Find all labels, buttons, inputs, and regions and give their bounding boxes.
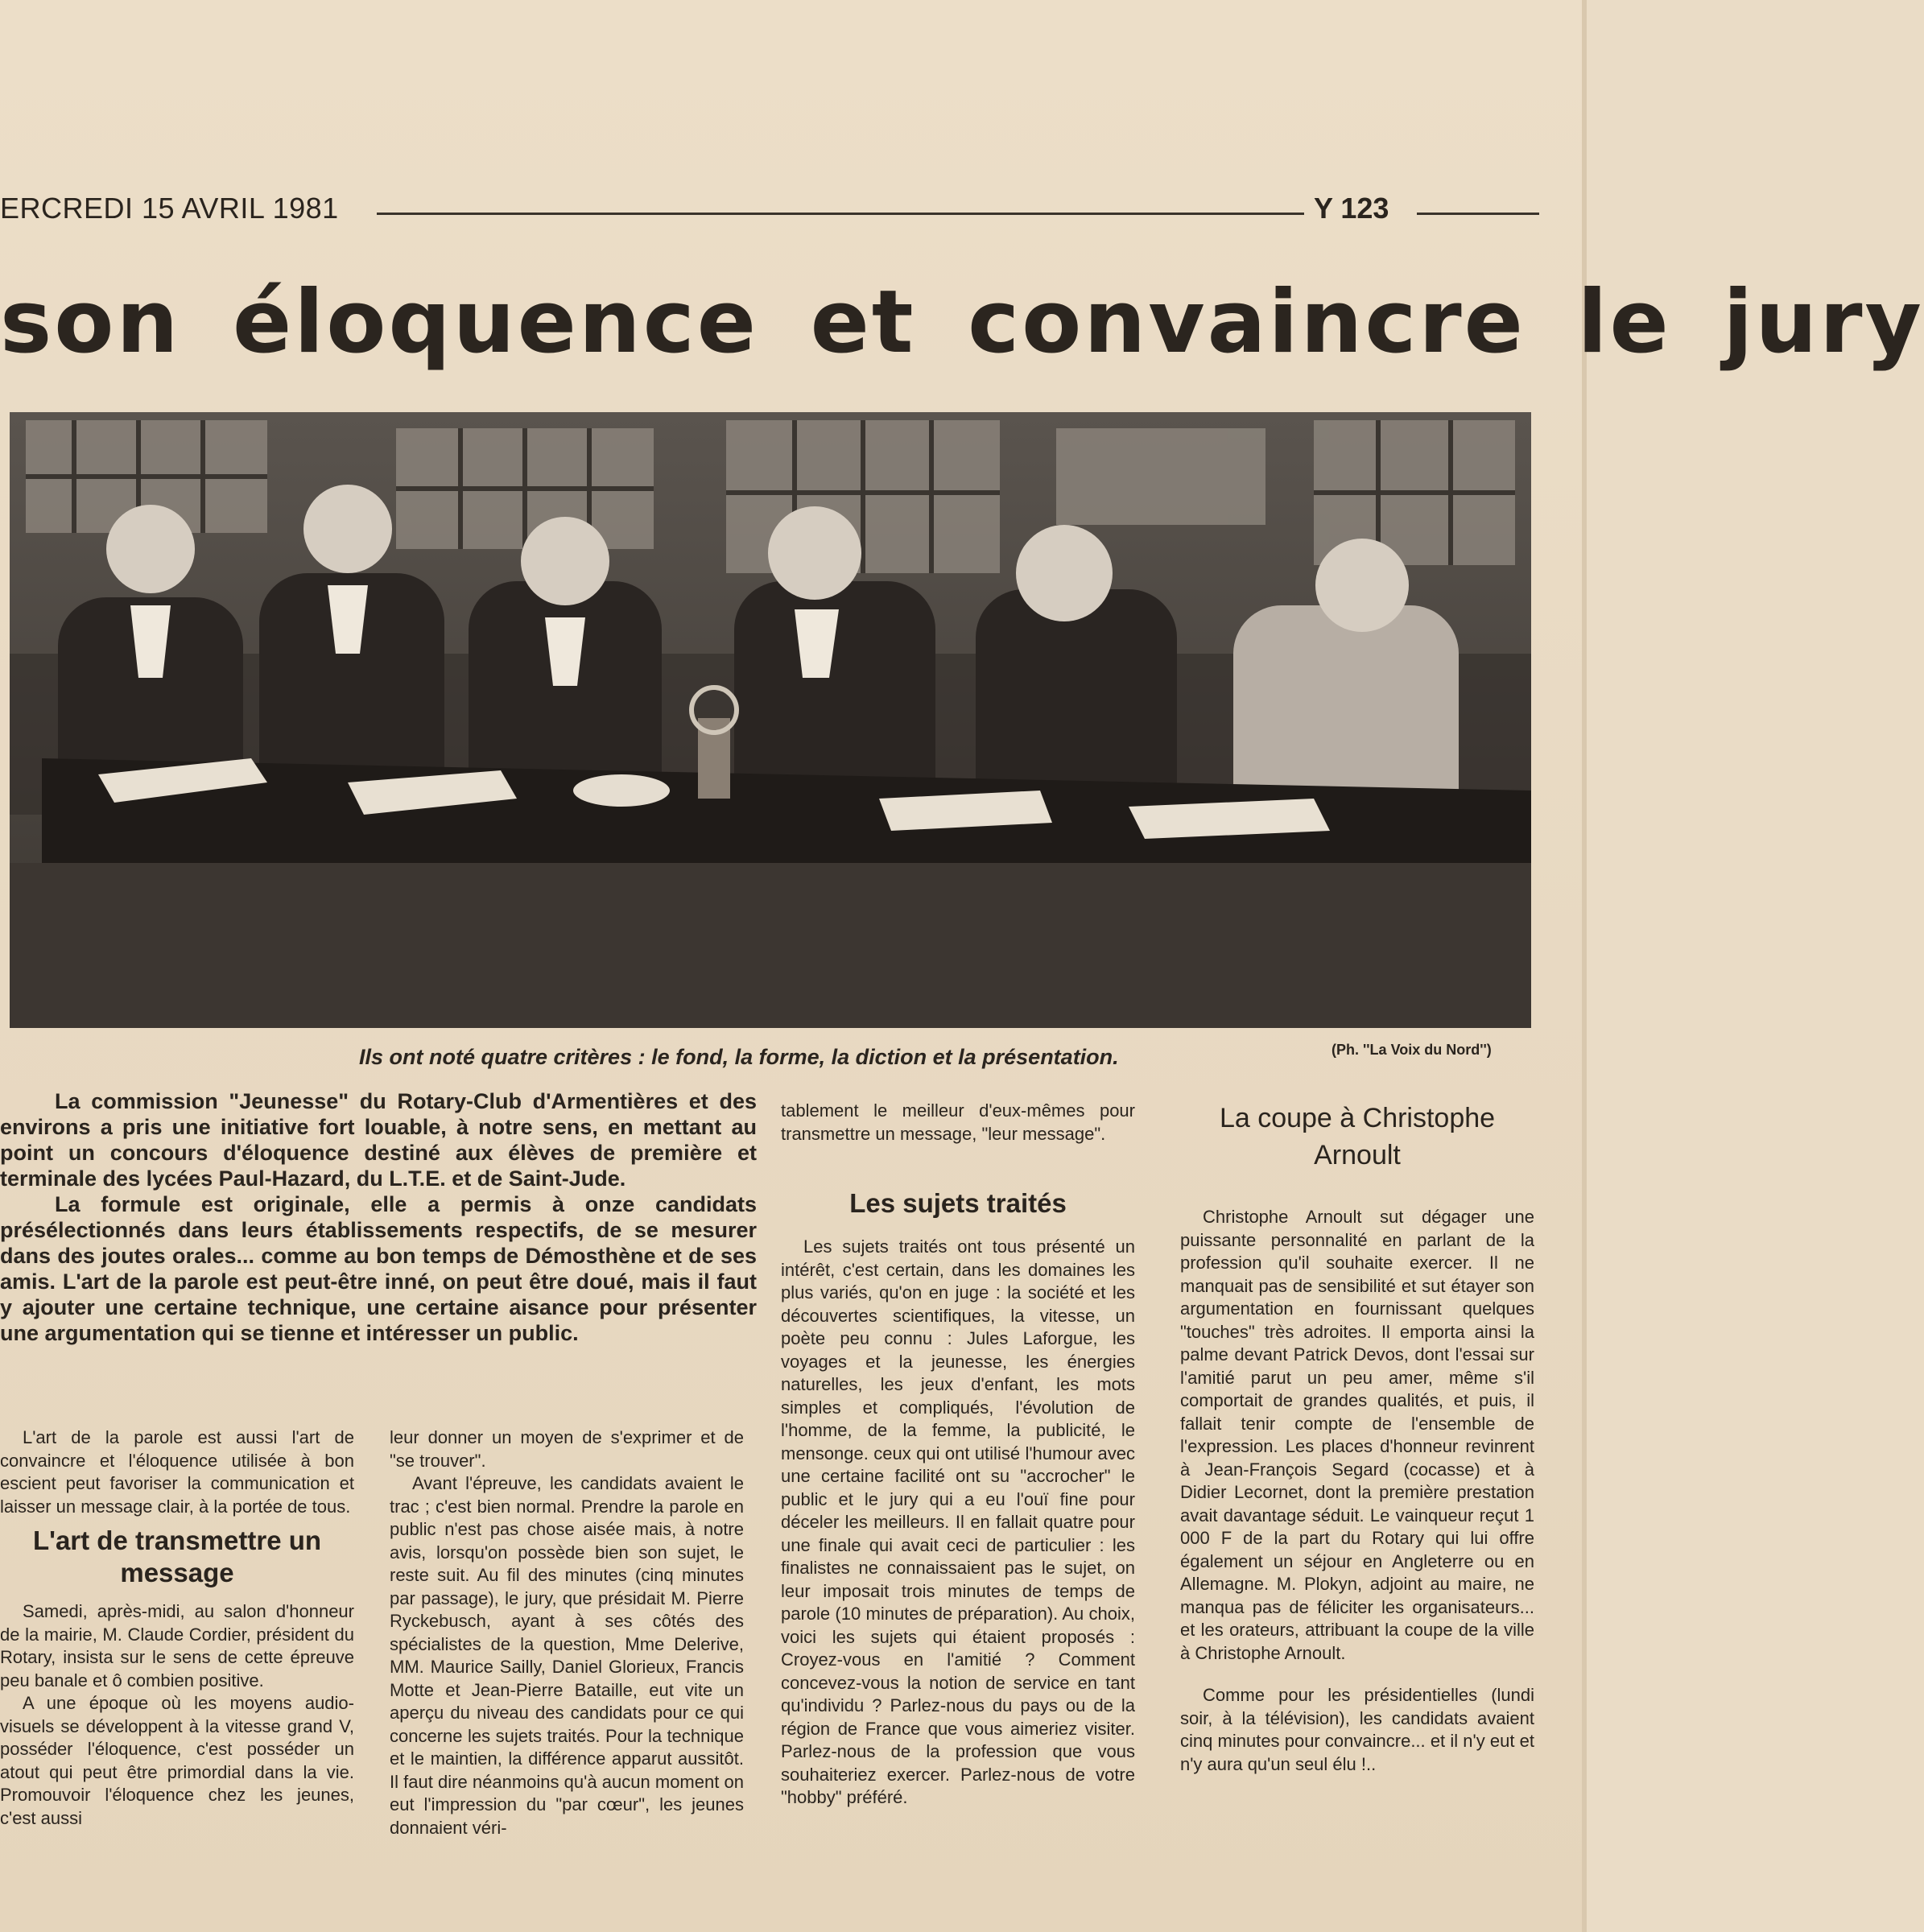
subheading: Les sujets traités — [849, 1188, 1067, 1218]
article-column-3 — [781, 1100, 1135, 1810]
subheading: L'art de transmettre un message — [32, 1525, 322, 1587]
column-paragraph: Avant l'épreuve, les candidats avaient le trac ; c'est bien normal. Prendre la parole en public n'est pas chose aisée mais, à notre avis, lorsqu'on possède bien son sujet, le reste suit. Au fil des minutes (cinq minutes par passage), le jury, que présidait M. Pierre Ryckebusch, ayant à ses côtés des spécialistes de la question, Mme Delerive, MM. Maurice Sailly, Daniel Glorieux, Francis Motte et Jean-Pierre Bataille, eut vite un aperçu du niveau des candidats pour ce qui concerne les sujets traités. Pour la technique et le maintien, la différence apparut aussitôt. Il faut dire néanmoins qu'à aucun moment on eut l'impression du "par cœur", les jeunes donnaient véri- — [390, 1473, 744, 1838]
column-paragraph: leur donner un moyen de s'exprimer et de "se trouver". — [390, 1427, 744, 1471]
column-paragraph: Samedi, après-midi, au salon d'honneur de la mairie, M. Claude Cordier, président du Rotary, insista sur le sens de cette épreuve peu banale et ô combien positive. — [0, 1601, 354, 1690]
intro-paragraph: La commission "Jeunesse" du Rotary-Club d'Armentières et des environs a pris une initiative fort louable, à notre sens, en mettant au point un concours d'éloquence destiné aux élèves de première et terminale des lycées Paul-Hazard, du L.T.E. et de Saint-Jude. — [0, 1089, 757, 1191]
article-column-2 — [390, 1426, 744, 1839]
column-paragraph: Christophe Arnoult sut dégager une puissante personnalité en parlant de la profession qu'il souhaite exercer. Il ne manquait pas de sensibilité et sut étayer son argumentation en fournissant quelques "touches" très adroites. Il emporta ainsi la palme devant Patrick Devos, dont l'essai sur l'amitié parut un peu amer, même s'il comportait de grandes qualités, et puis, il fallait tenir compte de l'ensemble de l'expression. Les places d'honneur revinrent à Jean-François Segard (cocasse) et à Didier Lecornet, dont la première prestation avait davantage séduit. Le vainqueur reçut 1 000 F de la part du Rotary qui lui offre également un séjour en Angleterre ou en Allemagne. M. Plokyn, adjoint au maire, ne manqua pas de féliciter les organisateurs... et les orateurs, attribuant la coupe de la ville à Christophe Arnoult. — [1180, 1207, 1534, 1663]
jury-photo — [10, 412, 1531, 1028]
subheading: La coupe à Christophe Arnoult — [1219, 1103, 1496, 1170]
dateline — [0, 192, 1546, 232]
column-paragraph: L'art de la parole est aussi l'art de convaincre et l'éloquence utilisée à bon escient peut favoriser la communication et laisser un message clair, à la portée de tous. — [0, 1427, 354, 1517]
article-column-1 — [0, 1426, 354, 1830]
photo-credit: (Ph. ''La Voix du Nord'') — [1332, 1042, 1492, 1058]
column-paragraph: A une époque où les moyens audio-visuels se développent à la vitesse grand V, posséder l'éloquence, c'est posséder un atout qui peut être primordial dans la vie. Promouvoir l'éloquence chez les jeunes, c'est aussi — [0, 1693, 354, 1828]
article-intro — [0, 1088, 757, 1346]
header-rule — [1417, 213, 1539, 215]
intro-paragraph: La formule est originale, elle a permis à onze candidats présélectionnés dans leurs établissements respectifs, de se mesurer dans des joutes orales... comme au bon temps de Démosthène et de ses amis. L'art de la parole est peut-être inné, on peut être doué, mais il faut y ajouter une certaine technique, une certaine aisance pour présenter une argumentation qui se tienne et intéresser un public. — [0, 1192, 757, 1345]
column-paragraph: Comme pour les présidentielles (lundi soir, à la télévision), les candidats avaient cinq minutes pour convaincre... et il n'y eut et n'y aura qu'un seul élu !.. — [1180, 1685, 1534, 1774]
issue-date: ERCREDI 15 AVRIL 1981 — [0, 192, 339, 225]
headline: son éloquence et convaincre le jury — [0, 272, 1924, 373]
page-number: Y 123 — [1314, 192, 1389, 225]
paragraph-spacer — [1180, 1665, 1534, 1684]
article-column-4 — [1180, 1100, 1534, 1776]
column-paragraph: tablement le meilleur d'eux-mêmes pour transmettre un message, "leur message". — [781, 1100, 1135, 1144]
jury-photo-illustration — [10, 412, 1531, 1028]
header-rule — [377, 213, 1304, 215]
photo-caption: Ils ont noté quatre critères : le fond, la forme, la diction et la présentation. — [359, 1045, 1119, 1069]
column-paragraph: Les sujets traités ont tous présenté un intérêt, c'est certain, dans les domaines les plus variés, qu'on en juge : la société et les découvertes scientifiques, la vitesse, un poète peu connu : Jules Laforgue, les voyages et la jeunesse, les énergies naturelles, les jeux d'enfant, les mots simples et compliqués, l'évolution de l'homme, de la femme, la publicité, le mensonge. ceux qui ont utilisé l'humour avec une certaine facilité ont su "accrocher" le public et le jury qui a eu l'ouï fine pour déceler les meilleurs. Il en fallait quatre pour une finale qui avait ceci de particulier : les finalistes ne connaissaient pas le sujet, on leur imposait trois minutes de temps de parole (10 minutes de préparation). Au choix, voici les sujets qui étaient proposés : Croyez-vous en l'amitié ? Comment concevez-vous la notion de service en tant qu'individu ? Parlez-nous du pays ou de la région de France que vous aimeriez visiter. Parlez-nous de la profession que vous souhaiteriez exercer. Parlez-nous de votre "hobby" préféré. — [781, 1236, 1135, 1807]
bleed-through-text — [451, 370, 1530, 407]
